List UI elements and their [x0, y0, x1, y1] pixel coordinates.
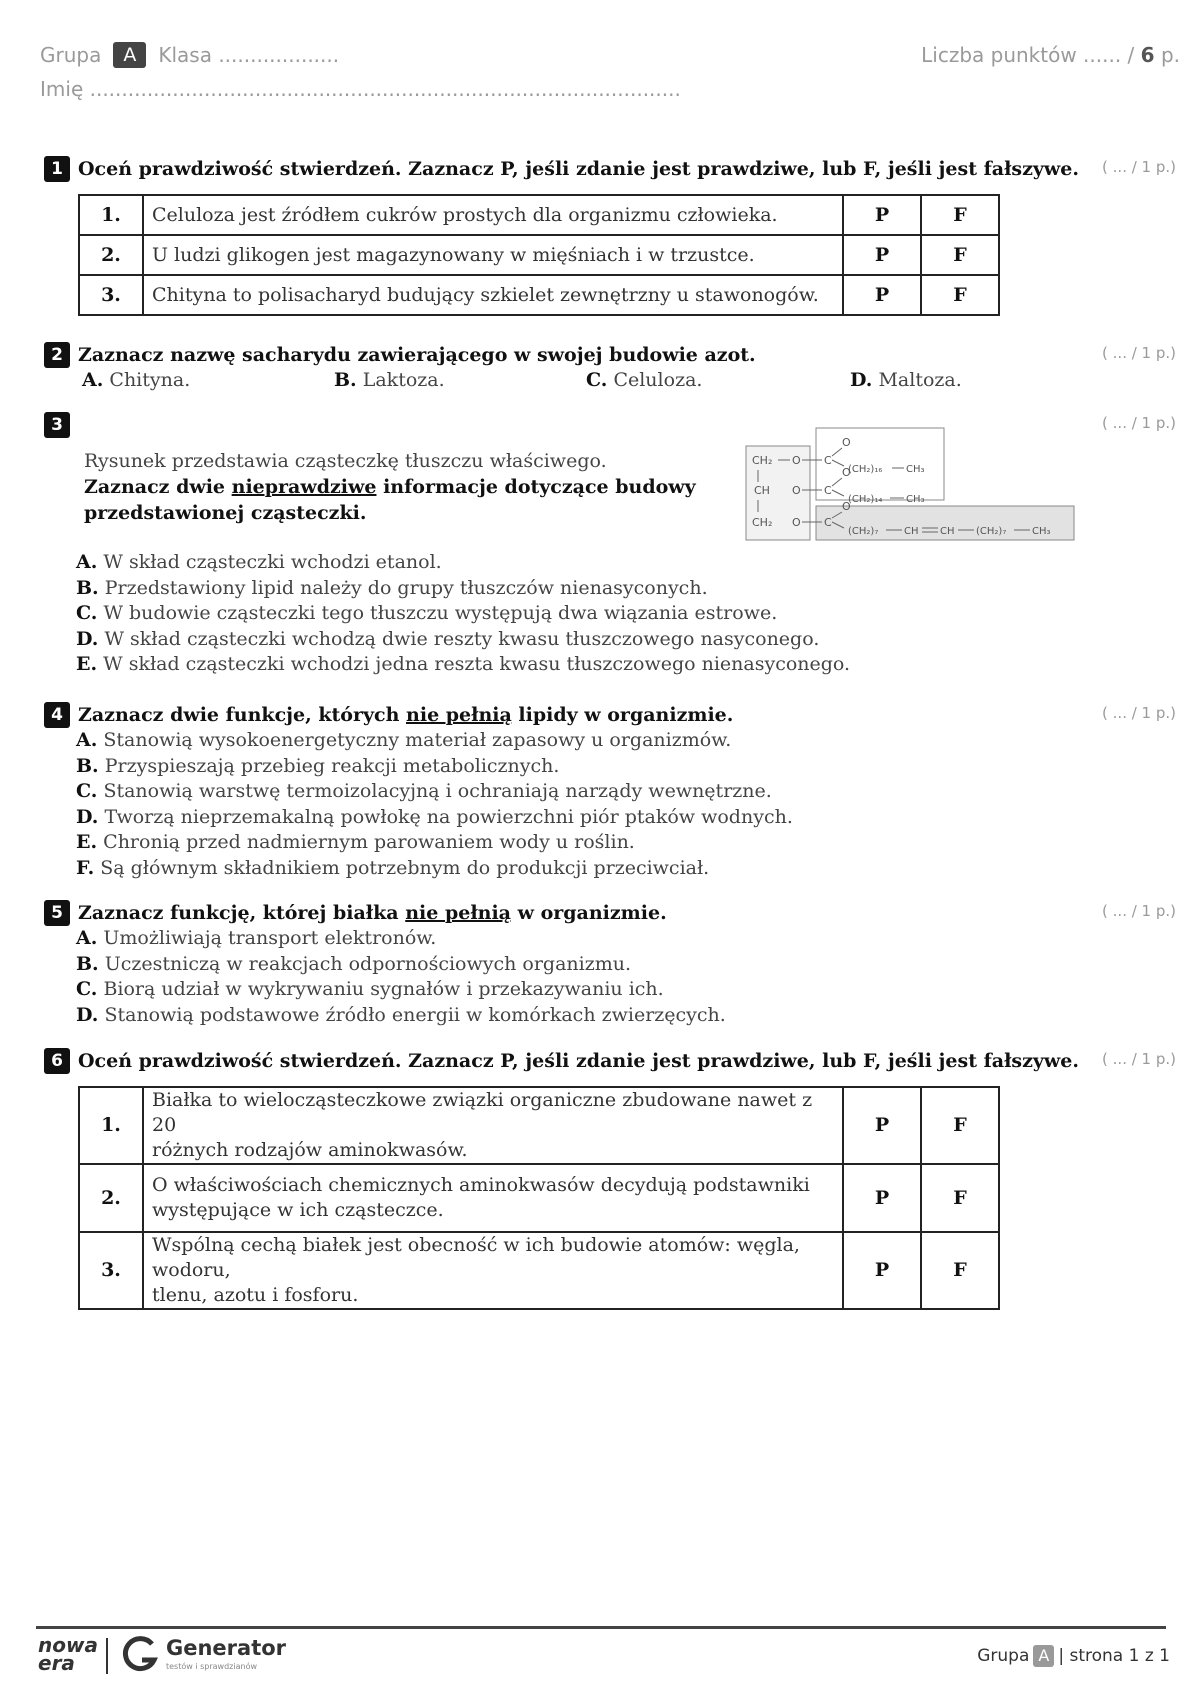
svg-text:O: O — [792, 484, 801, 497]
question-4 — [44, 702, 1176, 882]
question-points: ( ... / 1 p.) — [1102, 344, 1176, 362]
header-fields — [40, 40, 681, 104]
true-option[interactable]: P — [843, 1232, 921, 1309]
answer-option[interactable]: A. Chityna. — [82, 369, 191, 391]
answer-option[interactable]: C. W budowie cząsteczki tego tłuszczu występują dwa wiązania estrowe. — [76, 602, 778, 624]
table-row — [79, 275, 999, 315]
false-option[interactable]: F — [921, 1087, 999, 1164]
false-option[interactable]: F — [921, 235, 999, 275]
svg-text:O: O — [842, 436, 851, 449]
points-unit: p. — [1160, 43, 1180, 67]
row-number: 1. — [79, 195, 143, 235]
false-option[interactable]: F — [921, 275, 999, 315]
question-5 — [44, 900, 1176, 1030]
row-statement: Chityna to polisacharyd budujący szkielet zewnętrzny u stawonogów. — [143, 275, 843, 315]
answer-option[interactable]: B. Laktoza. — [334, 369, 445, 391]
true-false-table — [78, 194, 1000, 316]
svg-text:O: O — [842, 500, 851, 513]
question-points: ( ... / 1 p.) — [1102, 1050, 1176, 1068]
svg-text:CH: CH — [754, 484, 770, 497]
svg-text:(CH₂)₇: (CH₂)₇ — [848, 526, 879, 537]
footer-group-label: Grupa — [977, 1646, 1030, 1666]
svg-text:(CH₂)₇: (CH₂)₇ — [976, 526, 1007, 537]
answer-option[interactable]: D. Tworzą nieprzemakalną powłokę na powierzchni piór ptaków wodnych. — [76, 805, 793, 828]
false-option[interactable]: F — [921, 1232, 999, 1309]
row-statement: Wspólną cechą białek jest obecność w ich budowie atomów: węgla, wodoru, tlenu, azotu i fosforu. — [143, 1232, 843, 1309]
footer-group-badge: A — [1033, 1645, 1054, 1667]
question-points: ( ... / 1 p.) — [1102, 704, 1176, 722]
answer-option[interactable]: B. Uczestniczą w reakcjach odpornościowych organizmu. — [76, 952, 632, 975]
answer-options — [76, 926, 726, 1028]
row-statement: Celuloza jest źródłem cukrów prostych dla organizmu człowieka. — [143, 195, 843, 235]
question-points: ( ... / 1 p.) — [1102, 902, 1176, 920]
true-false-table — [78, 1086, 1000, 1310]
svg-text:(CH₂)₁₆: (CH₂)₁₆ — [848, 464, 883, 475]
question-2 — [44, 342, 1176, 400]
answer-option[interactable]: D. Stanowią podstawowe źródło energii w komórkach zwierzęcych. — [76, 1003, 726, 1026]
triglyceride-structure-figure — [744, 426, 1124, 542]
footer-divider — [36, 1626, 1166, 1629]
name-field: Imię ............................................................................................. — [40, 77, 681, 101]
answer-option[interactable]: E. Chronią przed nadmiernym parowaniem wody u roślin. — [76, 831, 635, 853]
question-number: 5 — [44, 900, 70, 926]
answer-option[interactable]: B. Przyspieszają przebieg reakcji metabolicznych. — [76, 754, 560, 777]
answer-options — [76, 550, 850, 678]
false-option[interactable]: F — [921, 1164, 999, 1232]
answer-options — [76, 728, 793, 881]
true-option[interactable]: P — [843, 195, 921, 235]
svg-text:O: O — [792, 516, 801, 529]
question-points: ( ... / 1 p.) — [1102, 414, 1176, 432]
svg-text:(CH₂)₁₄: (CH₂)₁₄ — [848, 494, 883, 505]
svg-text:CH₂: CH₂ — [752, 454, 773, 467]
points-max: 6 — [1140, 43, 1155, 67]
answer-option[interactable]: C. Biorą udział w wykrywaniu sygnałów i przekazywaniu ich. — [76, 978, 664, 1000]
points-label: Liczba punktów ...... / — [921, 43, 1135, 67]
true-option[interactable]: P — [843, 275, 921, 315]
question-number: 1 — [44, 156, 70, 182]
question-1 — [44, 156, 1176, 326]
row-statement: O właściwościach chemicznych aminokwasów decydują podstawniki występujące w ich cząsteczce. — [143, 1164, 843, 1232]
question-instruction-line2: przedstawionej cząsteczki. — [84, 502, 367, 524]
points-total — [921, 40, 1180, 70]
answer-option[interactable]: B. Przedstawiony lipid należy do grupy tłuszczów nienasyconych. — [76, 576, 708, 599]
answer-option[interactable]: D. W skład cząsteczki wchodzą dwie reszty kwasu tłuszczowego nasyconego. — [76, 627, 820, 650]
question-6 — [44, 1048, 1176, 1306]
row-number: 2. — [79, 1164, 143, 1232]
question-number: 3 — [44, 412, 70, 438]
svg-text:C: C — [824, 454, 832, 467]
answer-option[interactable]: C. Stanowią warstwę termoizolacyjną i ochraniają narządy wewnętrzne. — [76, 780, 772, 802]
group-class-row — [40, 40, 681, 70]
answer-option[interactable]: E. W skład cząsteczki wchodzi jedna reszta kwasu tłuszczowego nienasyconego. — [76, 653, 851, 675]
question-title: Oceń prawdziwość stwierdzeń. Zaznacz P, jeśli zdanie jest prawdziwe, lub F, jeśli jest fałszywe. — [78, 1050, 1079, 1072]
answer-option[interactable]: F. Są głównym składnikiem potrzebnym do produkcji przeciwciał. — [76, 856, 710, 879]
row-number: 1. — [79, 1087, 143, 1164]
intro-text: Rysunek przedstawia cząsteczkę tłuszczu właściwego. — [84, 450, 607, 472]
answer-option[interactable]: D. Maltoza. — [850, 369, 962, 391]
generator-g-icon — [120, 1634, 160, 1674]
group-label: Grupa — [40, 43, 102, 67]
svg-text:CH₃: CH₃ — [906, 464, 925, 475]
answer-option[interactable]: A. Umożliwiają transport elektronów. — [76, 927, 437, 949]
question-number: 2 — [44, 342, 70, 368]
svg-text:C: C — [824, 484, 832, 497]
question-title: Zaznacz funkcję, której białka nie pełnią w organizmie. — [78, 902, 667, 924]
question-instruction: Zaznacz dwie nieprawdziwe informacje dotyczące budowy — [84, 476, 696, 498]
question-title: Zaznacz dwie funkcje, których nie pełnią lipidy w organizmie. — [78, 704, 734, 726]
logo-separator — [106, 1638, 108, 1674]
true-option[interactable]: P — [843, 1087, 921, 1164]
svg-text:CH₂: CH₂ — [752, 516, 773, 529]
true-option[interactable]: P — [843, 1164, 921, 1232]
answer-option[interactable]: A. W skład cząsteczki wchodzi etanol. — [76, 551, 442, 573]
svg-text:CH: CH — [904, 526, 919, 537]
name-row — [40, 74, 681, 104]
table-row — [79, 195, 999, 235]
table-row — [79, 1164, 999, 1232]
table-row — [79, 1087, 999, 1164]
answer-option[interactable]: C. Celuloza. — [586, 369, 703, 391]
question-3 — [44, 412, 1176, 686]
nowa-era-logo: nowa era — [38, 1633, 98, 1675]
generator-logo: Generator testów i sprawdzianów — [120, 1634, 160, 1679]
class-field: Klasa ................... — [158, 43, 340, 67]
svg-text:O: O — [792, 454, 801, 467]
question-intro — [84, 448, 696, 526]
row-number: 3. — [79, 1232, 143, 1309]
svg-text:CH₃: CH₃ — [906, 494, 925, 505]
answer-option[interactable]: A. Stanowią wysokoenergetyczny materiał zapasowy u organizmów. — [76, 729, 732, 751]
svg-text:CH₃: CH₃ — [1032, 526, 1051, 537]
row-statement: U ludzi glikogen jest magazynowany w mięśniach i w trzustce. — [143, 235, 843, 275]
svg-text:C: C — [824, 516, 832, 529]
svg-text:O: O — [842, 466, 851, 479]
question-number: 4 — [44, 702, 70, 728]
page-indicator: | strona 1 z 1 — [1058, 1646, 1170, 1666]
footer-page-info — [977, 1645, 1170, 1667]
question-points: ( ... / 1 p.) — [1102, 158, 1176, 176]
true-option[interactable]: P — [843, 235, 921, 275]
table-row — [79, 1232, 999, 1309]
group-badge: A — [113, 42, 146, 68]
row-number: 2. — [79, 235, 143, 275]
table-row — [79, 235, 999, 275]
svg-text:CH: CH — [940, 526, 955, 537]
question-number: 6 — [44, 1048, 70, 1074]
row-statement: Białka to wielocząsteczkowe związki organiczne zbudowane nawet z 20 różnych rodzajów aminokwasów. — [143, 1087, 843, 1164]
row-number: 3. — [79, 275, 143, 315]
question-title: Zaznacz nazwę sacharydu zawierającego w swojej budowie azot. — [78, 344, 756, 366]
question-title: Oceń prawdziwość stwierdzeń. Zaznacz P, jeśli zdanie jest prawdziwe, lub F, jeśli jest fałszywe. — [78, 158, 1079, 180]
false-option[interactable]: F — [921, 195, 999, 235]
